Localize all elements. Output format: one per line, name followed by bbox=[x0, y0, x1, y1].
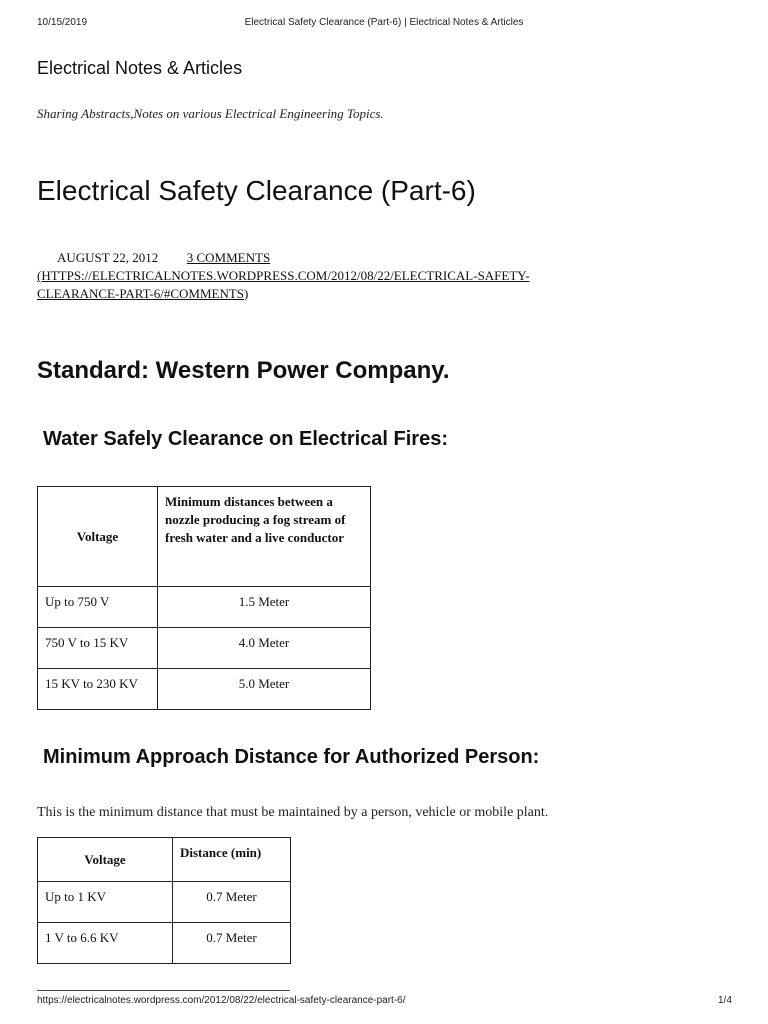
table-row bbox=[38, 628, 371, 669]
table-cell: 0.7 Meter bbox=[173, 882, 291, 923]
print-date: 10/15/2019 bbox=[37, 17, 88, 28]
table-header-cell: Voltage bbox=[38, 838, 173, 882]
table-cell: 0.7 Meter bbox=[173, 923, 291, 964]
water-clearance-heading: Water Safely Clearance on Electrical Fires: bbox=[43, 428, 448, 450]
table-cell: 1 V to 6.6 KV bbox=[38, 923, 173, 964]
post-date: AUGUST 22, 2012 bbox=[57, 250, 159, 265]
table-cell: Up to 750 V bbox=[38, 587, 158, 628]
page-number: 1/4 bbox=[718, 995, 732, 1006]
approach-paragraph: This is the minimum distance that must be maintained by a person, vehicle or mobile plant. bbox=[37, 805, 549, 820]
table-cell: 750 V to 15 KV bbox=[38, 628, 158, 669]
table-header-row bbox=[38, 487, 371, 587]
post-title: Electrical Safety Clearance (Part-6) bbox=[37, 175, 476, 206]
comments-url-close: ) bbox=[244, 286, 249, 301]
approach-distance-table bbox=[37, 837, 291, 964]
table-cell: 1.5 Meter bbox=[158, 587, 371, 628]
table-row bbox=[38, 923, 291, 964]
table-cell: 15 KV to 230 KV bbox=[38, 669, 158, 710]
table-header-cell: Distance (min) bbox=[173, 838, 291, 882]
footer-divider bbox=[37, 990, 290, 991]
table-cell: 5.0 Meter bbox=[158, 669, 371, 710]
table-row bbox=[38, 882, 291, 923]
table-cell: Up to 1 KV bbox=[38, 882, 173, 923]
site-tagline: Sharing Abstracts,Notes on various Electrical Engineering Topics. bbox=[37, 106, 384, 121]
table-row bbox=[38, 669, 371, 710]
post-meta bbox=[37, 249, 737, 303]
print-page-title: Electrical Safety Clearance (Part-6) | Electrical Notes & Articles bbox=[244, 17, 524, 28]
comments-link[interactable]: 3 COMMENTS bbox=[186, 250, 271, 265]
water-clearance-table bbox=[37, 486, 371, 710]
table-header-cell: Minimum distances between a nozzle producing a fog stream of fresh water and a live conductor bbox=[158, 487, 371, 587]
table-cell: 4.0 Meter bbox=[158, 628, 371, 669]
table-header-row bbox=[38, 838, 291, 882]
table-row bbox=[38, 587, 371, 628]
standard-heading: Standard: Western Power Company. bbox=[37, 357, 450, 384]
site-title[interactable]: Electrical Notes & Articles bbox=[37, 58, 243, 78]
approach-distance-heading: Minimum Approach Distance for Authorized Person: bbox=[43, 746, 540, 768]
table-header-cell: Voltage bbox=[38, 487, 158, 587]
comments-url-line-2[interactable]: CLEARANCE-PART-6/#COMMENTS bbox=[37, 286, 245, 301]
comments-url-line-1[interactable]: (HTTPS://ELECTRICALNOTES.WORDPRESS.COM/2012/08/22/ELECTRICAL-SAFETY- bbox=[37, 268, 530, 283]
print-url: https://electricalnotes.wordpress.com/2012/08/22/electrical-safety-clearance-part-6/ bbox=[37, 995, 406, 1006]
